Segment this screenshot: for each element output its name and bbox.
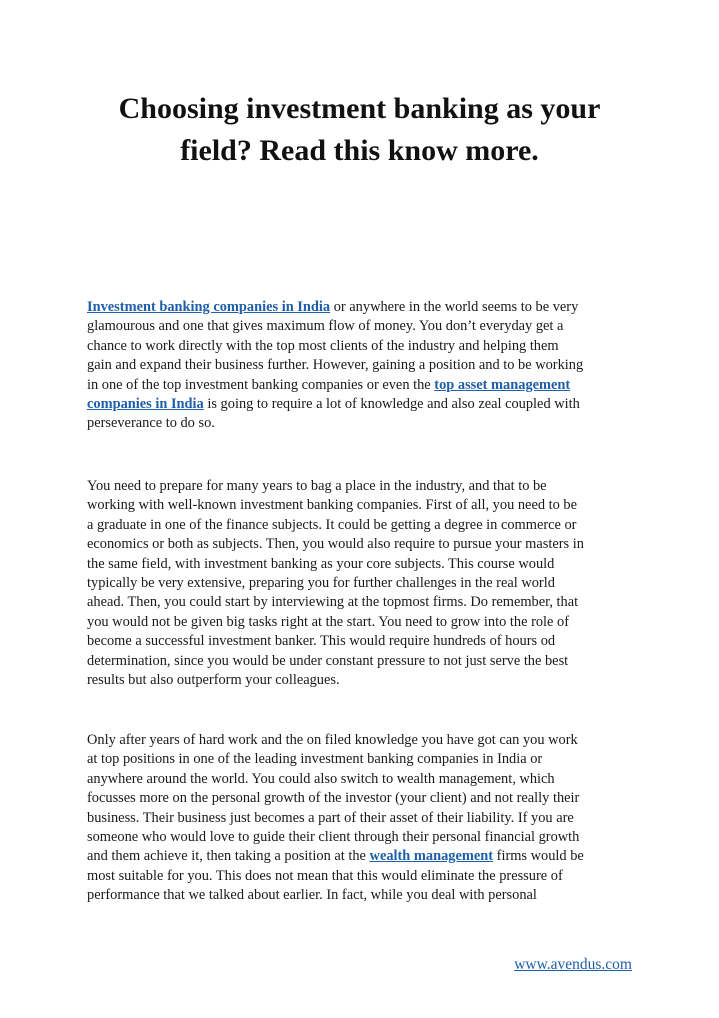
- line-text: and them achieve it, then taking a position at the: [87, 848, 370, 865]
- paragraph-line: [87, 847, 647, 866]
- line-text: in one of the top investment banking companies or even the: [87, 376, 435, 393]
- paragraph-line: a graduate in one of the finance subjects. It could be getting a degree in commerce or: [87, 516, 577, 533]
- paragraph-line: results but also outperform your colleagues.: [87, 672, 340, 689]
- wealth-management-link[interactable]: wealth management: [369, 848, 494, 865]
- paragraph-line: glamourous and one that gives maximum flow of money. You don’t everyday get a: [87, 318, 564, 335]
- paragraph-line: anywhere around the world. You could also switch to wealth management, which: [87, 770, 555, 787]
- paragraph-preparation: [87, 477, 647, 690]
- paragraph-line: [87, 376, 647, 395]
- line-text: or anywhere in the world seems to be very: [330, 299, 579, 315]
- paragraph-line: determination, since you would be under constant pressure to not just serve the best: [87, 652, 569, 669]
- paragraph-line: you would not be given big tasks right at the start. You need to grow into the role of: [87, 613, 570, 630]
- paragraph-line: Only after years of hard work and the on filed knowledge you have got can you work: [87, 732, 578, 748]
- footer-website-link[interactable]: www.avendus.com: [514, 956, 632, 973]
- page-title: [60, 88, 659, 172]
- paragraph-line: [87, 395, 647, 414]
- paragraph-line: become a successful investment banker. This would require hundreds of hours od: [87, 633, 556, 650]
- paragraph-line: typically be very extensive, preparing you for further challenges in the real world: [87, 575, 555, 592]
- title-line: field? Read this know more.: [180, 134, 539, 167]
- line-text: is going to require a lot of knowledge and also zeal coupled with: [203, 396, 580, 413]
- asset-management-link-part1[interactable]: top asset management: [434, 376, 571, 393]
- paragraph-line: working with well-known investment banking companies. First of all, you need to be: [87, 497, 577, 514]
- paragraph-line: [87, 298, 647, 317]
- paragraph-line: economics or both as subjects. Then, you would also require to pursue your masters in: [87, 536, 584, 553]
- paragraph-line: someone who would love to guide their client through their personal financial growth: [87, 829, 580, 846]
- paragraph-line: You need to prepare for many years to bag a place in the industry, and that to be: [87, 478, 547, 494]
- paragraph-line: the same field, with investment banking as your core subjects. This course would: [87, 555, 555, 572]
- paragraph-line: at top positions in one of the leading investment banking companies in India or: [87, 751, 543, 768]
- title-line: Choosing investment banking as your: [118, 92, 601, 125]
- paragraph-career: [87, 731, 647, 906]
- paragraph-line: ahead. Then, you could start by interviewing at the topmost firms. Do remember, that: [87, 594, 579, 611]
- paragraph-line: chance to work directly with the top most clients of the industry and helping them: [87, 337, 559, 354]
- paragraph-line: perseverance to do so.: [87, 415, 215, 432]
- paragraph-line: focusses more on the personal growth of the investor (your client) and not really their: [87, 790, 580, 807]
- paragraph-intro: [87, 298, 647, 434]
- paragraph-line: gain and expand their business further. However, gaining a position and to be working: [87, 357, 584, 374]
- line-text: firms would be: [493, 848, 584, 865]
- paragraph-line: most suitable for you. This does not mean that this would eliminate the pressure of: [87, 867, 563, 884]
- asset-management-link-part2[interactable]: companies in India: [87, 396, 204, 413]
- paragraph-line: performance that we talked about earlier. In fact, while you deal with personal: [87, 887, 537, 904]
- investment-banking-companies-link[interactable]: Investment banking companies in India: [87, 299, 331, 315]
- paragraph-line: business. Their business just becomes a part of their asset of their liability. If you are: [87, 809, 574, 826]
